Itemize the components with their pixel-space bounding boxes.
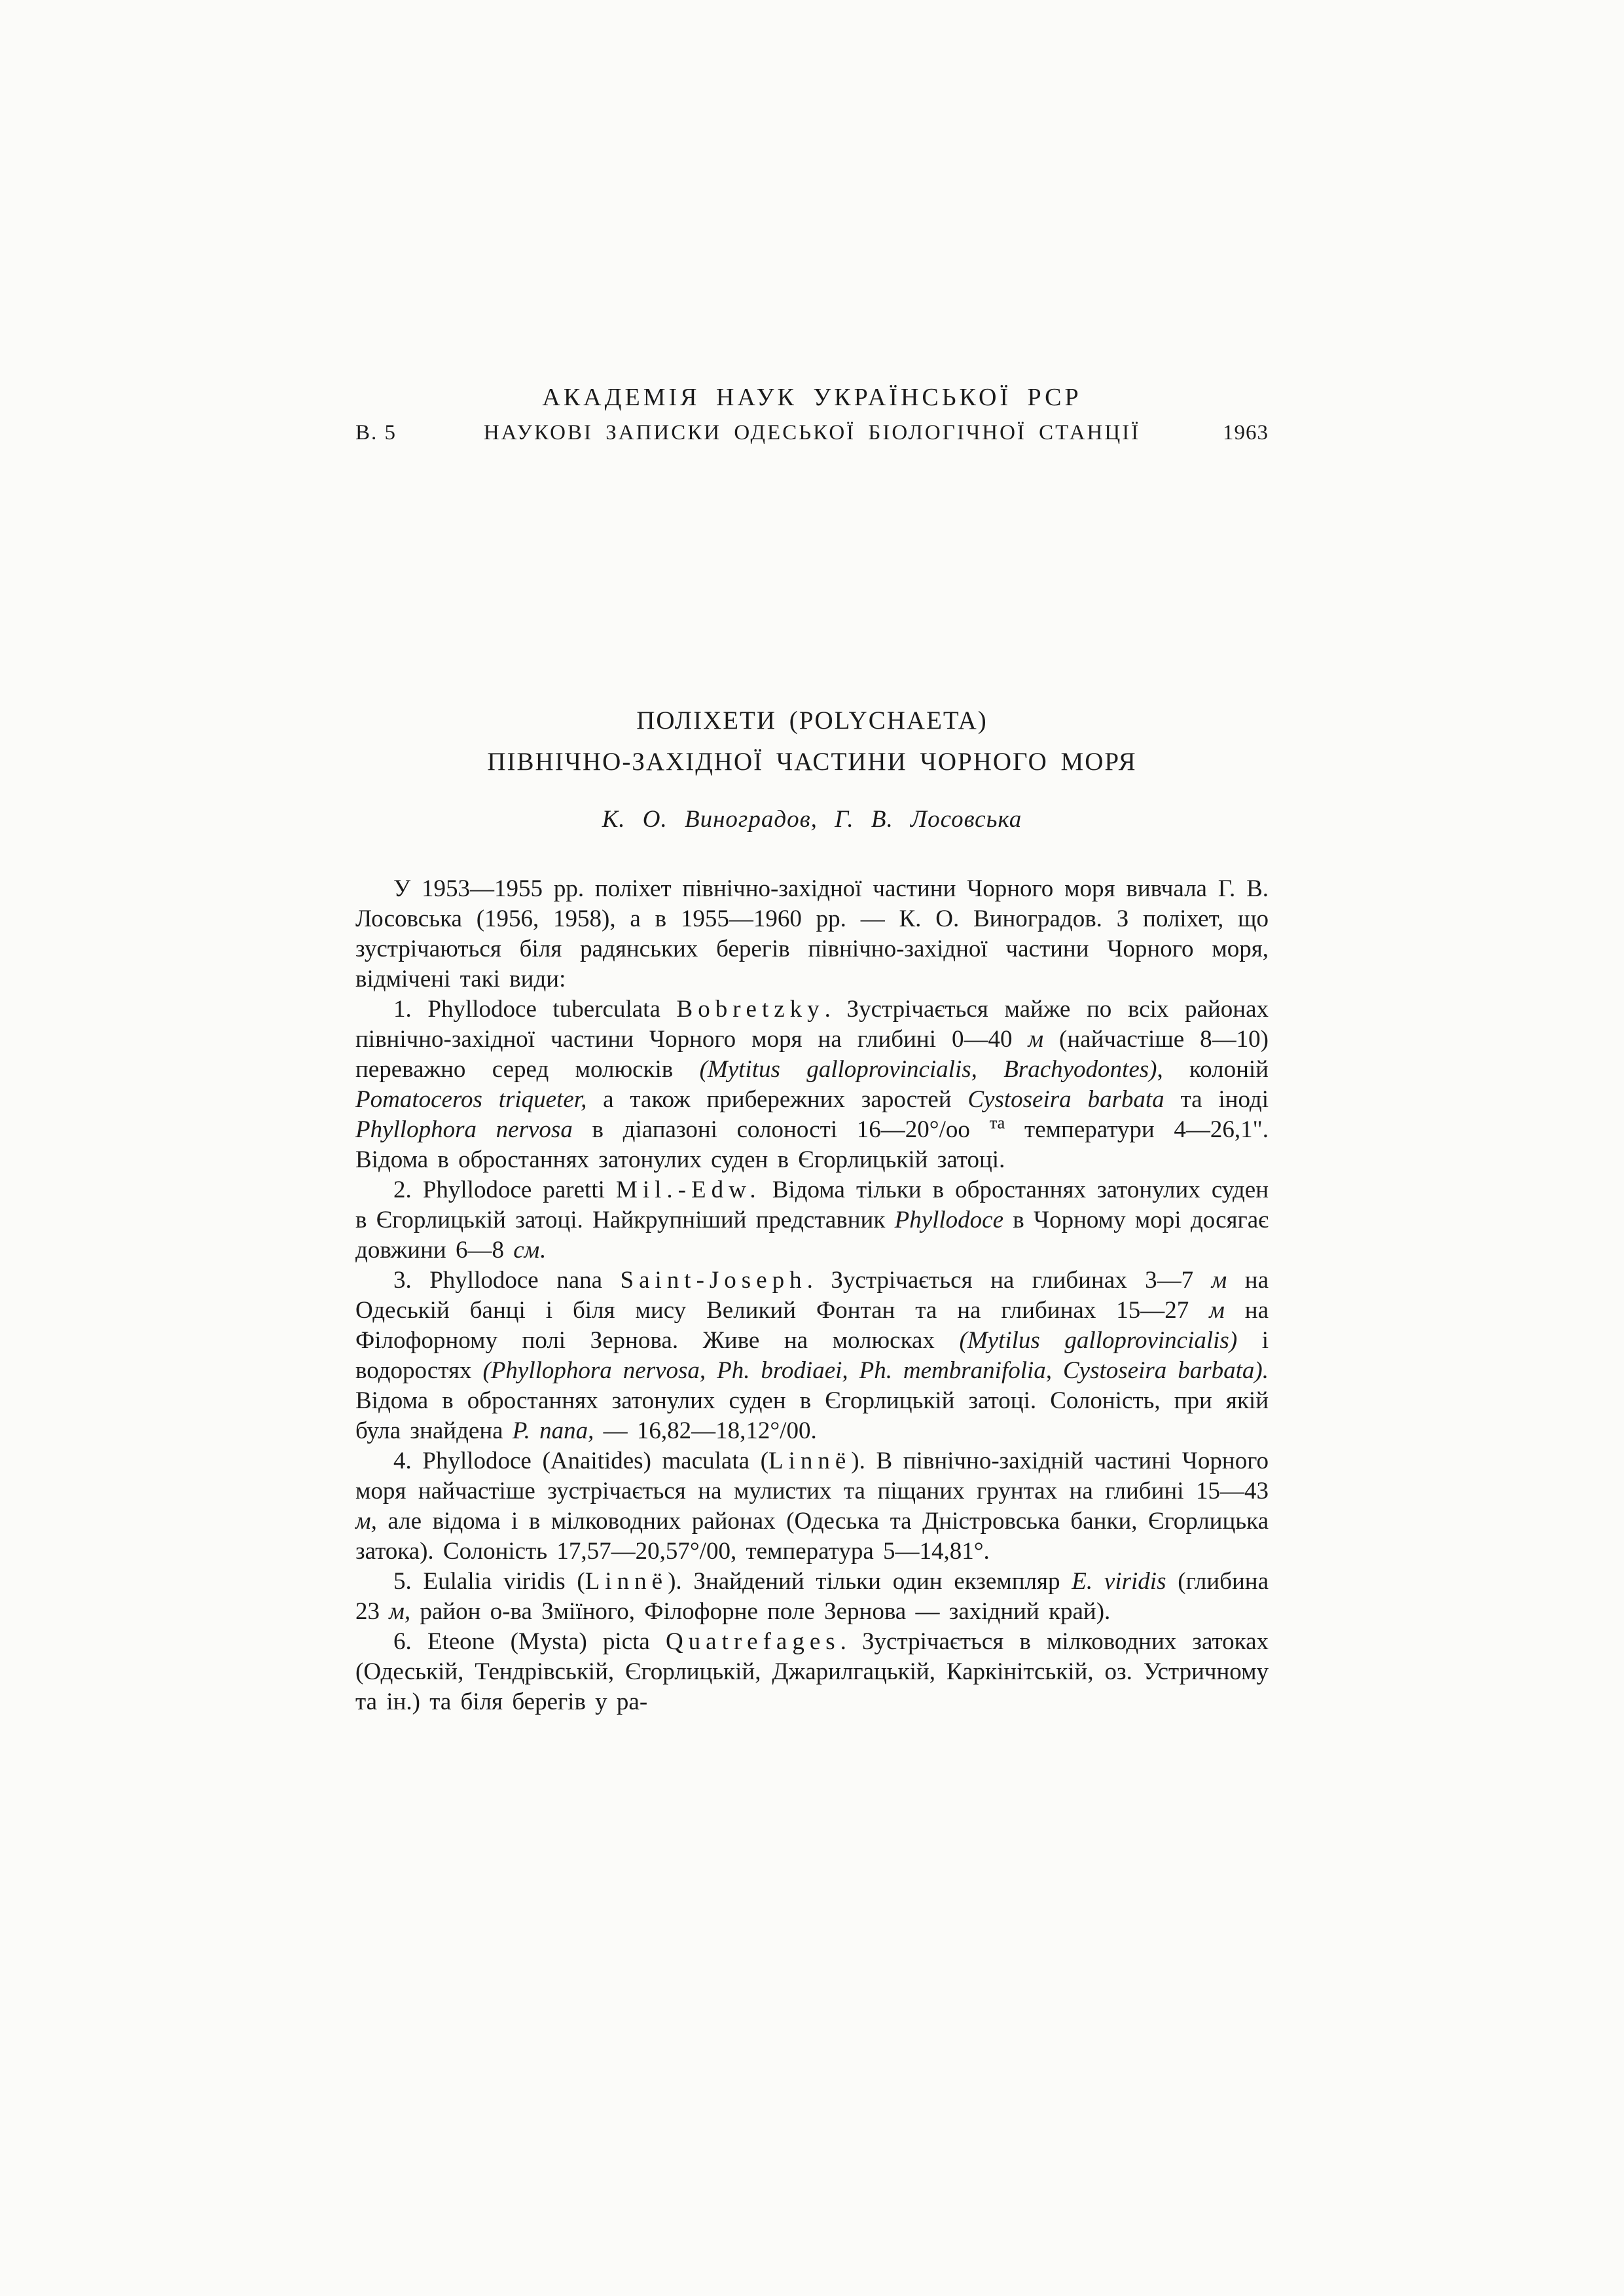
- text-segment: Phyllodoce: [894, 1207, 1004, 1233]
- academy-name: АКАДЕМІЯ НАУК УКРАЇНСЬКОЇ РСР: [542, 384, 1082, 411]
- text-segment: 6. Eteone (Mysta) picta: [393, 1628, 666, 1655]
- article-title-line-1: ПОЛІХЕТИ (POLYCHAETA): [636, 706, 988, 735]
- text-segment: — 16,82—18,12°/00.: [594, 1417, 817, 1444]
- text-segment: Mil.-Edw.: [615, 1176, 761, 1203]
- text-segment: см: [513, 1237, 540, 1264]
- paragraph: [355, 1627, 1269, 1717]
- text-segment: ). Знайдений тільки один екземпляр: [668, 1568, 1072, 1595]
- paragraph: [355, 874, 1269, 994]
- text-segment: Linnё: [585, 1568, 668, 1595]
- text-segment: E. viridis: [1072, 1568, 1166, 1595]
- text-segment: . Зустрічається на глибинах 3—7: [806, 1267, 1212, 1294]
- article-body: [355, 874, 1269, 1717]
- text-segment: але відома і в мілководних районах (Одеська та Дністровська банки, Єгорлицька затока). Солоність 17,57—20,57°/00, температура 5—14,81°.: [355, 1508, 1269, 1565]
- paragraph: [355, 1446, 1269, 1567]
- text-segment: в діапазоні солоності 16—20°/оо: [572, 1116, 990, 1143]
- paragraph: [355, 1175, 1269, 1266]
- text-segment: м: [1211, 1267, 1227, 1294]
- text-segment: , колоній: [1157, 1056, 1269, 1083]
- journal-title: НАУКОВІ ЗАПИСКИ ОДЕСЬКОЇ БІОЛОГІЧНОЇ СТАНЦІЇ: [483, 421, 1141, 445]
- text-block: [355, 0, 1269, 1717]
- text-segment: м: [1209, 1297, 1225, 1324]
- text-segment: 3. Phyllodoce nana: [393, 1267, 621, 1294]
- article-title: [355, 706, 1269, 776]
- text-segment: м,: [355, 1508, 377, 1535]
- text-segment: в Чорному морі досягає довжини 6—8: [355, 1207, 1269, 1264]
- text-segment: та іноді: [1164, 1086, 1269, 1113]
- volume-label: В. 5: [355, 421, 397, 445]
- text-segment: 4. Phyllodoce (Anaitides) maculata (: [393, 1448, 768, 1474]
- text-segment: Phyllophora nervosa: [355, 1116, 573, 1143]
- paragraph: [355, 1266, 1269, 1446]
- text-segment: У 1953—1955 рр. поліхет північно-західної частини Чорного моря вивчала Г. В. Лосовська (1956, 1958), а в 1955—1960 рр. — К. О. Виноградов. З поліхет, що зустрічаються біля радянських берегів північно-західної частини Чорного моря, відмічені такі види:: [355, 875, 1269, 993]
- text-segment: ). В північно-західній частині Чорного моря найчастіше зустрічається на мулистих та піщаних грунтах на глибині 15—43: [355, 1448, 1269, 1504]
- text-segment: (Mytitus galloprovincialis, Brachyodontes): [699, 1056, 1157, 1083]
- text-segment: 1. Phyllodoce tuberculata: [393, 996, 677, 1023]
- paragraph: [355, 994, 1269, 1175]
- text-segment: на Філофорному полі Зернова. Живе на молюсках: [355, 1297, 1269, 1354]
- year-label: 1963: [1223, 421, 1269, 445]
- text-segment: Відома в обростаннях затонулих суден в Єгорлицькій затоці. Солоність, при якій була знайдена: [355, 1387, 1269, 1444]
- text-segment: Linnё: [768, 1448, 852, 1474]
- journal-line: [355, 421, 1269, 445]
- text-segment: (глибина 23: [355, 1568, 1269, 1625]
- text-segment: (Mytilus galloprovincialis): [959, 1327, 1238, 1354]
- text-segment: район о-ва Зміїного, Філофорне поле Зернова — західний край).: [410, 1598, 1111, 1625]
- text-segment: . Зустрічається майже по всіх районах північно-західної частини Чорного моря на глибині 0—40: [355, 996, 1269, 1053]
- text-segment: і водоростях: [355, 1327, 1269, 1384]
- text-segment: м,: [389, 1598, 411, 1625]
- text-segment: Pomatoceros triqueter,: [355, 1086, 587, 1113]
- text-segment: на Одеській банці і біля мису Великий Фонтан та на глибинах 15—27: [355, 1267, 1269, 1324]
- text-segment: 2. Phyllodoce paretti: [393, 1176, 616, 1203]
- text-segment: .: [539, 1237, 546, 1264]
- text-segment: (Phyllophora nervosa, Ph. brodiaei, Ph. membranifolia, Cystoseira barbata).: [482, 1357, 1269, 1384]
- paragraph: [355, 1567, 1269, 1627]
- journal-header: [355, 383, 1269, 445]
- text-segment: Saint-Joseph: [620, 1267, 807, 1294]
- authors-line: К. О. Виноградов, Г. В. Лосовська: [602, 806, 1022, 833]
- text-segment: 5. Eulalia viridis (: [393, 1568, 585, 1595]
- text-segment: та: [989, 1112, 1005, 1133]
- article-title-line-2: ПІВНІЧНО-ЗАХІДНОЇ ЧАСТИНИ ЧОРНОГО МОРЯ: [487, 748, 1137, 776]
- text-segment: м: [1028, 1026, 1044, 1053]
- text-segment: (найчастіше 8—10) переважно серед молюсків: [355, 1026, 1269, 1083]
- text-segment: Quatrefages: [665, 1628, 840, 1655]
- text-segment: а також прибережних заростей: [586, 1086, 968, 1113]
- text-segment: Відома тільки в обростаннях затонулих суден в Єгорлицькій затоці. Найкрупніший представник: [355, 1176, 1269, 1233]
- text-segment: Cystoseira barbata: [967, 1086, 1164, 1113]
- text-segment: P. nana,: [512, 1417, 594, 1444]
- text-segment: . Зустрічається в мілководних затоках (Одеській, Тендрівській, Єгорлицькій, Джарилгацькій, Каркінітській, оз. Устричному та ін.) та біля берегів у ра-: [355, 1628, 1269, 1715]
- text-segment: температури 4—26,1". Відома в обростаннях затонулих суден в Єгорлицькій затоці.: [355, 1116, 1269, 1173]
- text-segment: Bobretzky: [676, 996, 825, 1023]
